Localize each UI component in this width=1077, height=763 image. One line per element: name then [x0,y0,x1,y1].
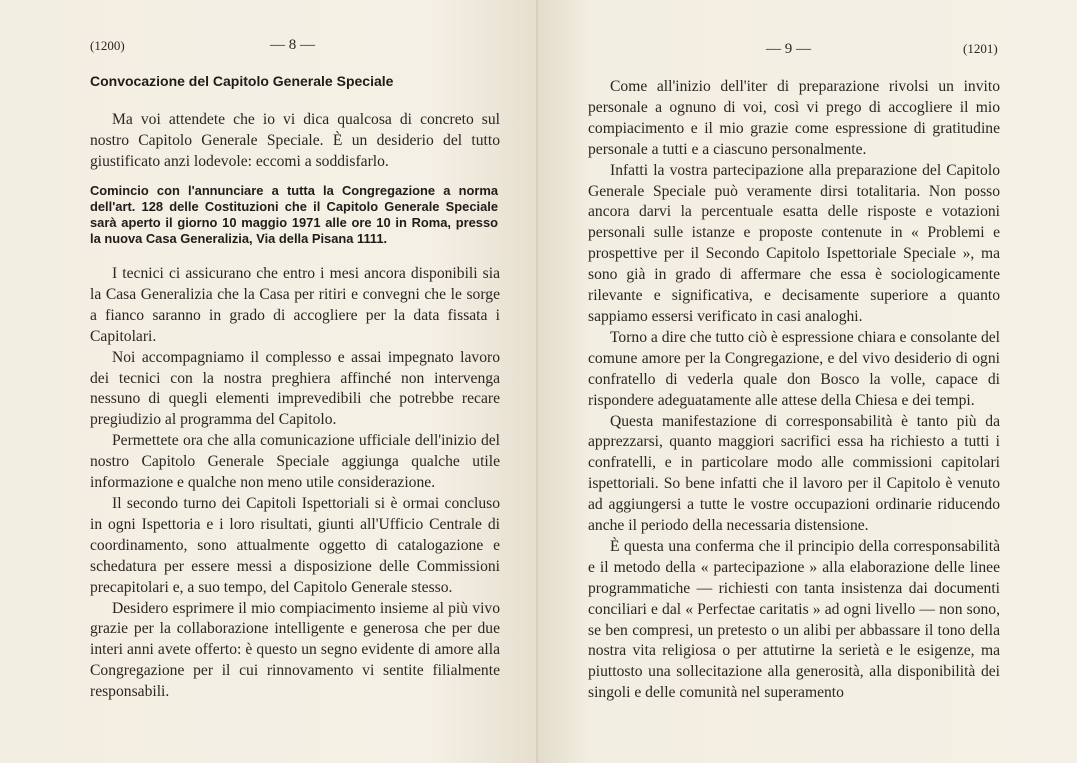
right-body-text [588,77,1000,704]
paragraph: È questa una conferma che il principio della corresponsabilità e il metodo della « partecipazione » alla elaborazione delle linee programmatiche — richiesti con tanta insistenza dai documenti conciliari e dal « Perfectae caritatis » ad ogni livello — non sono, se ben compresi, un pretesto o un alibi per abbassare il tono della nostra vita religiosa o per attutirne la serietà e le esigenze, ma piuttosto una sollecitazione alla generosità, alla disponibilità dei singoli e delle comunità nel superamento [588,537,1000,702]
intro-paragraph: Ma voi attendete che io vi dica qualcosa di concreto sul nostro Capitolo Generale Speciale. È un desiderio del tutto giustificato anzi lodevole: eccomi a soddisfarlo. [90,111,500,170]
paragraph: Il secondo turno dei Capitoli Ispettoriali si è ormai concluso in ogni Ispettoria e i loro risultati, giunti all'Ufficio Centrale di coordinamento, sono attualmente oggetto di catalogazione e schedatura per essere messi a disposizione delle Commissioni precapitolari e, a suo tempo, del Capitolo Generale stesso. [90,494,500,596]
intro-text [90,110,500,173]
paragraph: Questa manifestazione di corresponsabilità è tanto più da apprezzarsi, quanto maggiori sacrifici essa ha richiesto a tutti i confratelli, e in particolare modo alle commissioni capitolari ispettoriali. So bene infatti che il lavoro per il Capitolo è venuto ad aggiungersi a tutte le vostre occupazioni ordinarie riducendo anche il periodo della necessaria distensione. [588,412,1000,535]
paragraph: Torno a dire che tutto ciò è espressione chiara e consolante del comune amore per la Congregazione, e del vivo desiderio di ogni confratello di vederla quale don Bosco la volle, capace di rispondere adeguatamente alle attese della Chiesa e dei tempi. [588,328,1000,409]
paragraph: Come all'inizio dell'iter di preparazione rivolsi un invito personale a ognuno di voi, così vi prego di accogliere il mio compiacimento e il mio grazie come espressione di gratitudine personale a tutti e a ciascuno personalmente. [588,78,1000,158]
paragraph: Permettete ora che alla comunicazione ufficiale dell'inizio del nostro Capitolo Generale Speciale aggiunga qualche utile informazione e qualche non meno utile considerazione. [90,432,500,492]
left-page-number: — 8 — [270,37,315,53]
announcement-text: Comincio con l'annunciare a tutta la Congregazione a norma dell'art. 128 delle Costituzioni che il Capitolo Generale Speciale sarà aperto il giorno 10 maggio 1971 alle ore 10 in Roma, presso la nuova Casa Generalizia, Via della Pisana 1111. [90,183,498,246]
paragraph: Noi accompagniamo il complesso e assai impegnato lavoro dei tecnici con la nostra preghiera affinché non intervenga nessuno di quegli elementi imprevedibili che potrebbe recare pregiudizio al programma del Capitolo. [90,348,500,429]
paragraph: I tecnici ci assicurano che entro i mesi ancora disponibili sia la Casa Generalizia che la Casa per ritiri e convegni che le sorge a fianco saranno in grado di accogliere per la data fissata i Capitolari. [90,265,500,345]
section-title: Convocazione del Capitolo Generale Speciale [90,73,394,89]
paragraph: Infatti la vostra partecipazione alla preparazione del Capitolo Generale Speciale può veramente dirsi totalitaria. Non posso ancora darvi la percentuale esatta delle risposte e votazioni personali sulle istanze e proposte contenute in « Problemi e prospettive per il Secondo Capitolo Ispettoriale Speciale », ma sono già in grado di affermare che essa è sociologicamente rilevante e significativa, e decisamente superiore a quanto sappiamo essersi verificato in casi analoghi. [588,161,1000,325]
left-header-code: (1200) [90,38,125,53]
left-page [0,0,538,763]
left-body-text [90,264,500,703]
right-header-code: (1201) [963,41,998,56]
right-page [538,0,1077,763]
right-page-number: — 9 — [766,41,811,57]
paragraph: Desidero esprimere il mio compiacimento insieme al più vivo grazie per la collaborazione intelligente e generosa che per due interi anni avete offerto: è questo un segno evidente di amore alla Congregazione per il cui rinnovamento vi sentite filialmente responsabili. [90,599,500,701]
